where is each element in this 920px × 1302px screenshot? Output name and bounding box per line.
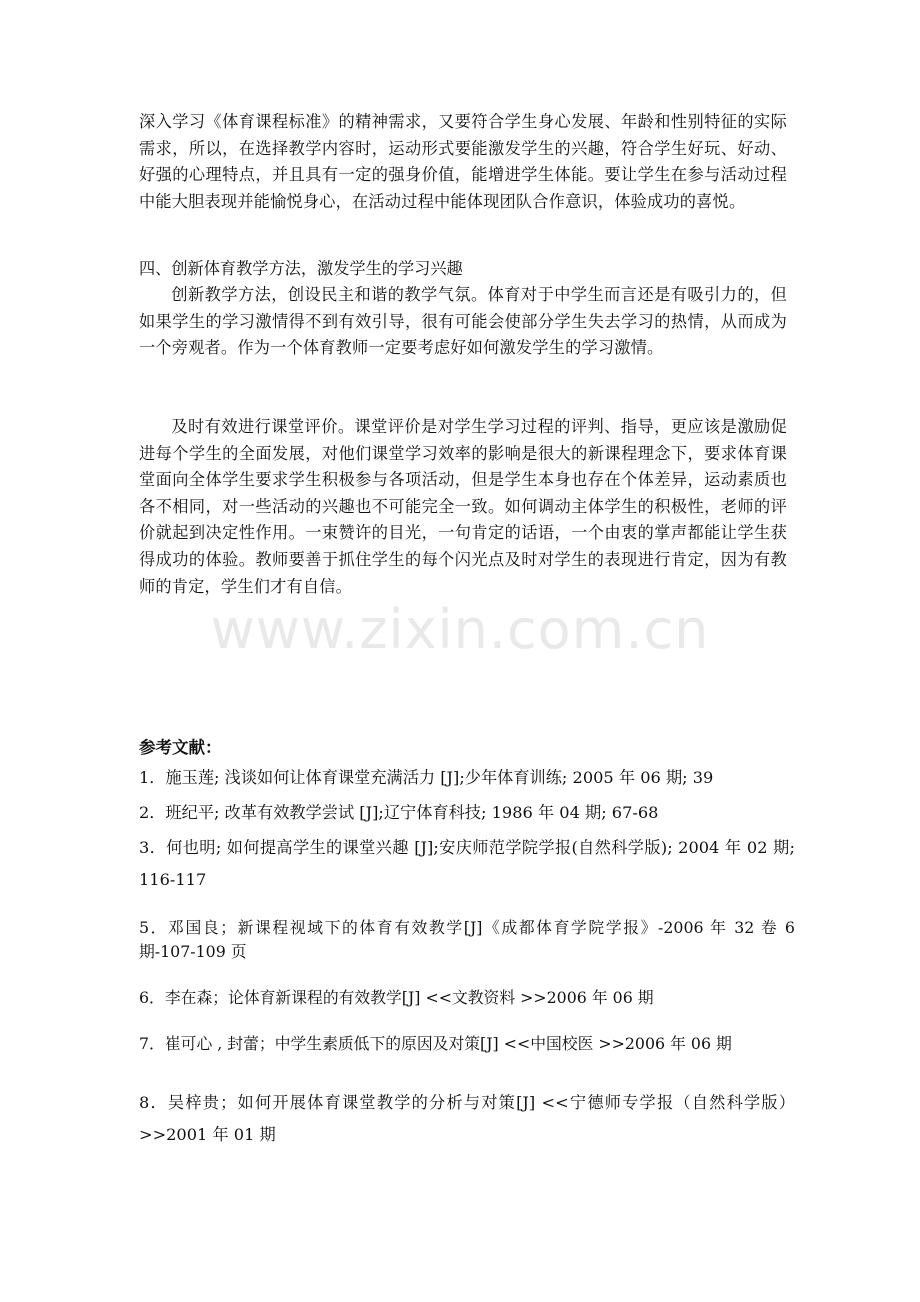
reference-item-7: 7．崔可心 , 封蕾；中学生素质低下的原因及对策[J] <<中国校医 >>2006 年 06 期	[139, 1034, 732, 1053]
section-heading-4: 四、创新体育教学方法，激发学生的学习兴趣	[139, 259, 463, 278]
references-title: 参考文献：	[139, 738, 222, 757]
watermark-text: www.zixin.com.cn	[210, 598, 710, 661]
paragraph-content-selection: 深入学习《体育课程标准》的精神需求，又要符合学生身心发展、年龄和性别特征的实际需求，所以，在选择教学内容时，运动形式要能激发学生的兴趣，符合学生好玩、好动、好强的心理特点，并且具有一定的强身价值，能增进学生体能。要让学生在参与活动过程中能大胆表现并能愉悦身心，在活动过程中能体现团队合作意识，体验成功的喜悦。	[139, 112, 787, 211]
reference-item-6: 6．李在森；论体育新课程的有效教学[J] <<文教资料 >>2006 年 06 期	[139, 988, 654, 1007]
reference-item-1: 1．施玉莲; 浅谈如何让体育课堂充满活力 [J];少年体育训练; 2005 年 06 期; 39	[139, 768, 714, 787]
paragraph-classroom-evaluation: 及时有效进行课堂评价。课堂评价是对学生学习过程的评判、指导，更应该是激励促进每个学生的全面发展，对他们课堂学习效率的影响是很大的新课程理念下，要求体育课堂面向全体学生要求学生积极参与各项活动，但是学生本身也存在个体差异，运动素质也各不相同，对一些活动的兴趣也不可能完全一致。如何调动主体学生的积极性，老师的评价就起到决定性作用。一束赞许的目光，一句肯定的话语，一个由衷的掌声都能让学生获得成功的体验。教师要善于抓住学生的每个闪光点及时对学生的表现进行肯定，因为有教师的肯定，学生们才有自信。	[139, 417, 787, 596]
reference-item-5: 5．邓国良；新课程视域下的体育有效教学[J]《成都体育学院学报》-2006 年 32 卷 6 期-107-109 页	[139, 918, 795, 961]
paragraph-teaching-methods: 创新教学方法，创设民主和谐的教学气氛。体育对于中学生而言还是有吸引力的，但如果学生的学习激情得不到有效引导，很有可能会使部分学生失去学习的热情，从而成为一个旁观者。作为一个体育教师一定要考虑好如何激发学生的学习激情。	[139, 285, 787, 358]
reference-item-8: 8．吴梓贵；如何开展体育课堂教学的分析与对策[J] <<宁德师专学报（自然科学版） >>2001 年 01 期	[139, 1093, 795, 1144]
reference-item-2: 2．班纪平; 改革有效教学尝试 [J];辽宁体育科技; 1986 年 04 期; 67-68	[139, 803, 659, 822]
reference-item-3: 3．何也明; 如何提高学生的课堂兴趣 [J];安庆师范学院学报(自然科学版); 2004 年 02 期; 116-117	[139, 838, 795, 889]
